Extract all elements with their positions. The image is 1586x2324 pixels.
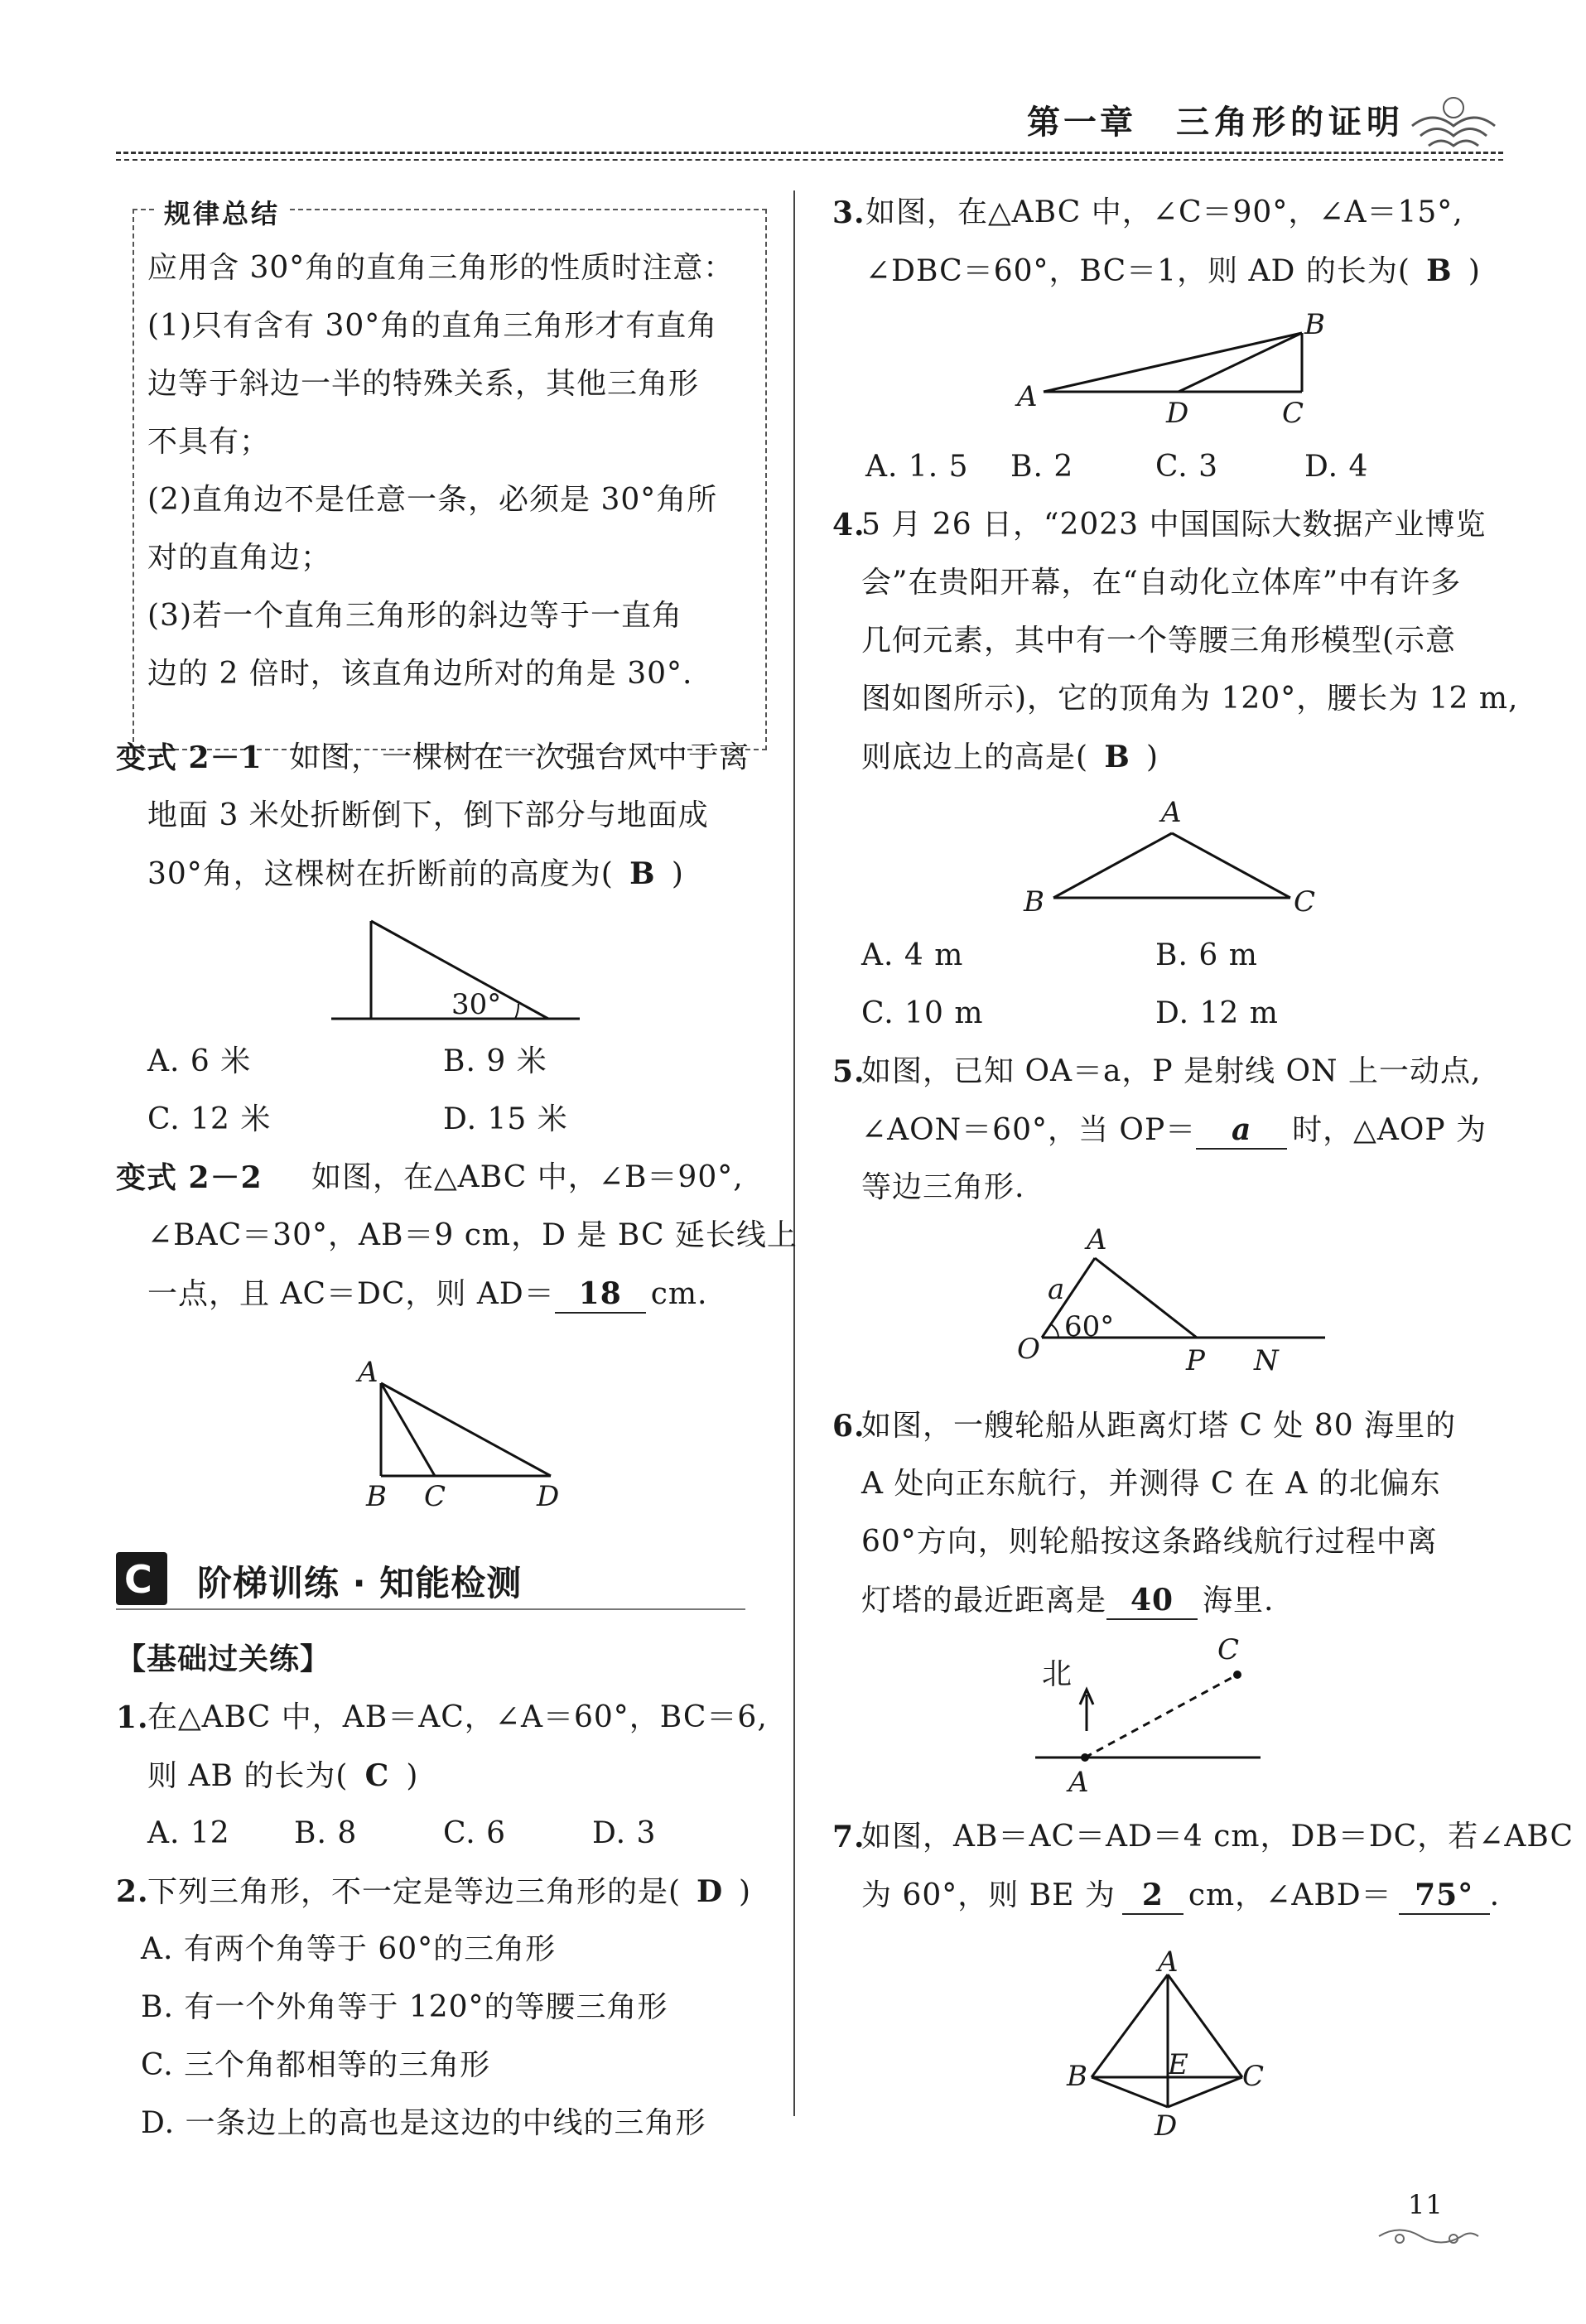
q3-close: ) [1468,254,1481,288]
q6-line-4 [861,1582,1274,1620]
chapter-label: 第一章 [1027,103,1136,142]
q2-option-a: A. 有两个角等于 60°的三角形 [141,1932,557,1966]
q6-label-a: A [1068,1766,1089,1799]
q6-line-1: 如图，一艘轮船从距离灯塔 C 处 80 海里的 [861,1409,1457,1443]
q1-line-1: 在△ABC 中，AB＝AC，∠A＝60°，BC＝6, [147,1700,768,1734]
q3-label-d: D [1166,397,1189,430]
summary-line-4: 不具有； [147,425,271,459]
header-ornament [1408,93,1499,151]
q4-answer: B [1104,740,1130,774]
q5-angle-label: 60° [1064,1310,1115,1343]
q7-label-b: B [1067,2060,1087,2093]
v21-line-2: 地面 3 米处折断倒下，倒下部分与地面成 [147,798,709,832]
summary-line-5: (2)直角边不是任意一条，必须是 30°角所 [147,483,718,517]
summary-title: 规律总结 [157,195,287,232]
q5-line-3: 等边三角形. [861,1170,1025,1204]
q5-number: 5. [832,1054,865,1089]
q5-line-2-tail: 时，△AOP 为 [1292,1113,1487,1147]
q1-line-2-text: 则 AB 的长为( [147,1759,349,1793]
q3-label-b: B [1304,308,1325,341]
v21-line-3-text: 30°角，这棵树在折断前的高度为( [147,857,614,891]
q4-line-2: 会”在贵阳开幕，在“自动化立体库”中有许多 [861,566,1462,600]
q1-option-c: C. 6 [443,1816,507,1850]
q7-line-2-text: 为 60°，则 BE 为 [861,1878,1116,1912]
q1-close: ) [406,1759,419,1793]
q3-option-a: A. 1. 5 [865,450,969,484]
v21-close: ) [671,857,684,891]
q1-option-a: A. 12 [147,1816,230,1850]
q7-answer-2: 75° [1399,1877,1490,1915]
v22-answer: 18 [555,1275,646,1314]
page-number: 11 [1408,2189,1444,2220]
v21-angle-label: 30° [451,988,502,1021]
q5-label-a: A [1087,1223,1107,1256]
header-rule-2 [116,159,1503,161]
q4-label-a: A [1161,796,1182,829]
summary-line-7: (3)若一个直角三角形的斜边等于一直角 [147,599,682,633]
q7-label-d: D [1155,2109,1178,2143]
q2-close: ) [739,1875,752,1909]
v21-line-1: 如图，一棵树在一次强台风中于离 [290,740,750,774]
q4-line-3: 几何元素，其中有一个等腰三角形模型(示意 [861,624,1457,658]
q3-label-a: A [1017,380,1038,413]
v22-line-3 [147,1275,707,1314]
v22-line-3-text: 一点，且 AC＝DC，则 AD＝ [147,1277,555,1311]
q1-option-b: B. 8 [294,1816,358,1850]
section-subtitle: 【基础过关练】 [116,1642,331,1676]
v22-label-a: A [358,1356,378,1389]
summary-line-8: 边的 2 倍时，该直角边所对的角是 30°. [147,657,693,691]
q5-label-side-a: a [1048,1273,1065,1306]
q1-line-2 [147,1757,418,1795]
section-title: 阶梯训练 · 知能检测 [197,1563,523,1603]
v21-option-a: A. 6 米 [147,1044,252,1078]
q3-option-b: B. 2 [1010,450,1074,484]
q7-answer-1: 2 [1122,1877,1183,1915]
q5-label-p: P [1186,1344,1205,1377]
section-rule [116,1608,745,1610]
q6-line-2: A 处向正东航行，并测得 C 在 A 的北偏东 [861,1467,1441,1501]
v21-option-d: D. 15 米 [443,1102,568,1136]
q4-option-b: B. 6 m [1155,938,1258,972]
section-badge-letter: C [124,1557,153,1602]
q1-answer: C [364,1758,390,1793]
q4-label-b: B [1024,885,1044,919]
v22-line-1: 如图，在△ABC 中，∠B＝90°, [311,1160,744,1194]
q4-line-1: 5 月 26 日，“2023 中国国际大数据产业博览 [861,508,1487,542]
q5-line-2-text: ∠AON＝60°，当 OP＝ [861,1113,1197,1147]
v22-figure [364,1375,563,1483]
q6-label-c: C [1217,1633,1240,1666]
q3-line-1: 如图，在△ABC 中，∠C＝90°，∠A＝15°, [865,195,1463,229]
q5-label-o: O [1017,1333,1040,1366]
q7-line-2 [861,1877,1500,1915]
summary-line-1: 应用含 30°角的直角三角形的性质时注意： [147,251,735,285]
q7-label-e: E [1168,2048,1188,2081]
v22-label: 变式 2－2 [116,1160,263,1195]
q2-option-b: B. 有一个外角等于 120°的等腰三角形 [141,1990,668,2024]
q5-label-n: N [1254,1344,1279,1377]
q4-figure [1050,828,1295,903]
q4-label-c: C [1294,885,1316,919]
v22-label-b: B [366,1480,387,1513]
q2-option-c: C. 三个角都相等的三角形 [141,2048,491,2082]
q4-option-c: C. 10 m [861,996,984,1030]
q4-number: 4. [832,508,865,542]
q2-line-1-text: 下列三角形，不一定是等边三角形的是( [147,1875,682,1909]
q7-line-1: 如图，AB＝AC＝AD＝4 cm，DB＝DC，若∠ABC [861,1820,1574,1854]
q3-option-d: D. 4 [1304,450,1369,484]
q4-line-5-text: 则底边上的高是( [861,740,1089,774]
summary-line-6: 对的直角边； [147,541,332,575]
q7-line-2-end: . [1489,1878,1501,1912]
q1-number: 1. [116,1700,149,1735]
q6-north-label: 北 [1042,1657,1073,1691]
q5-answer: a [1196,1111,1287,1150]
q6-line-3: 60°方向，则轮船按这条路线航行过程中离 [861,1525,1438,1559]
q7-number: 7. [832,1820,865,1854]
q2-answer: D [696,1874,724,1909]
v21-line-3 [147,856,684,893]
q3-option-c: C. 3 [1155,450,1219,484]
q6-number: 6. [832,1409,865,1444]
v22-label-c: C [424,1480,446,1513]
q1-option-d: D. 3 [592,1816,657,1850]
v22-line-2: ∠BAC＝30°，AB＝9 cm，D 是 BC 延长线上 [147,1218,798,1252]
v21-label: 变式 2－1 [116,740,263,775]
q6-unit: 海里. [1203,1584,1275,1618]
q3-number: 3. [832,195,865,230]
q4-line-5 [861,739,1159,776]
header-rule [116,152,1503,154]
q2-line-1 [147,1873,751,1911]
q2-number: 2. [116,1874,149,1909]
v21-option-b: B. 9 米 [443,1044,547,1078]
footer-ornament [1375,2224,1482,2249]
v22-label-d: D [537,1480,560,1513]
q2-option-d: D. 一条边上的高也是这边的中线的三角形 [141,2106,706,2140]
q4-option-d: D. 12 m [1155,996,1279,1030]
q3-line-2 [865,253,1481,290]
q3-line-2-text: ∠DBC＝60°，BC＝1，则 AD 的长为( [865,254,1410,288]
v22-unit: cm. [650,1277,708,1311]
chapter-title: 三角形的证明 [1176,103,1405,142]
q4-close: ) [1146,740,1159,774]
q3-figure [1044,331,1309,398]
q6-answer: 40 [1106,1582,1198,1620]
q4-option-a: A. 4 m [861,938,964,972]
v21-answer: B [629,856,656,891]
summary-line-3: 边等于斜边一半的特殊关系，其他三角形 [147,367,700,401]
q7-line-2-mid: cm，∠ABD＝ [1188,1878,1392,1912]
q6-line-4-text: 灯塔的最近距离是 [861,1584,1107,1618]
q7-label-c: C [1242,2060,1265,2093]
q5-line-2 [861,1111,1487,1150]
summary-line-2: (1)只有含有 30°角的直角三角形才有直角 [147,309,718,343]
q5-line-1: 如图，已知 OA＝a，P 是射线 ON 上一动点, [861,1054,1482,1088]
q3-label-c: C [1282,397,1304,430]
v21-option-c: C. 12 米 [147,1102,272,1136]
q3-answer: B [1426,253,1453,288]
q7-label-a: A [1158,1946,1179,1979]
q4-line-4: 图如图所示)，它的顶角为 120°，腰长为 12 m, [861,682,1519,716]
column-divider [793,190,795,2116]
